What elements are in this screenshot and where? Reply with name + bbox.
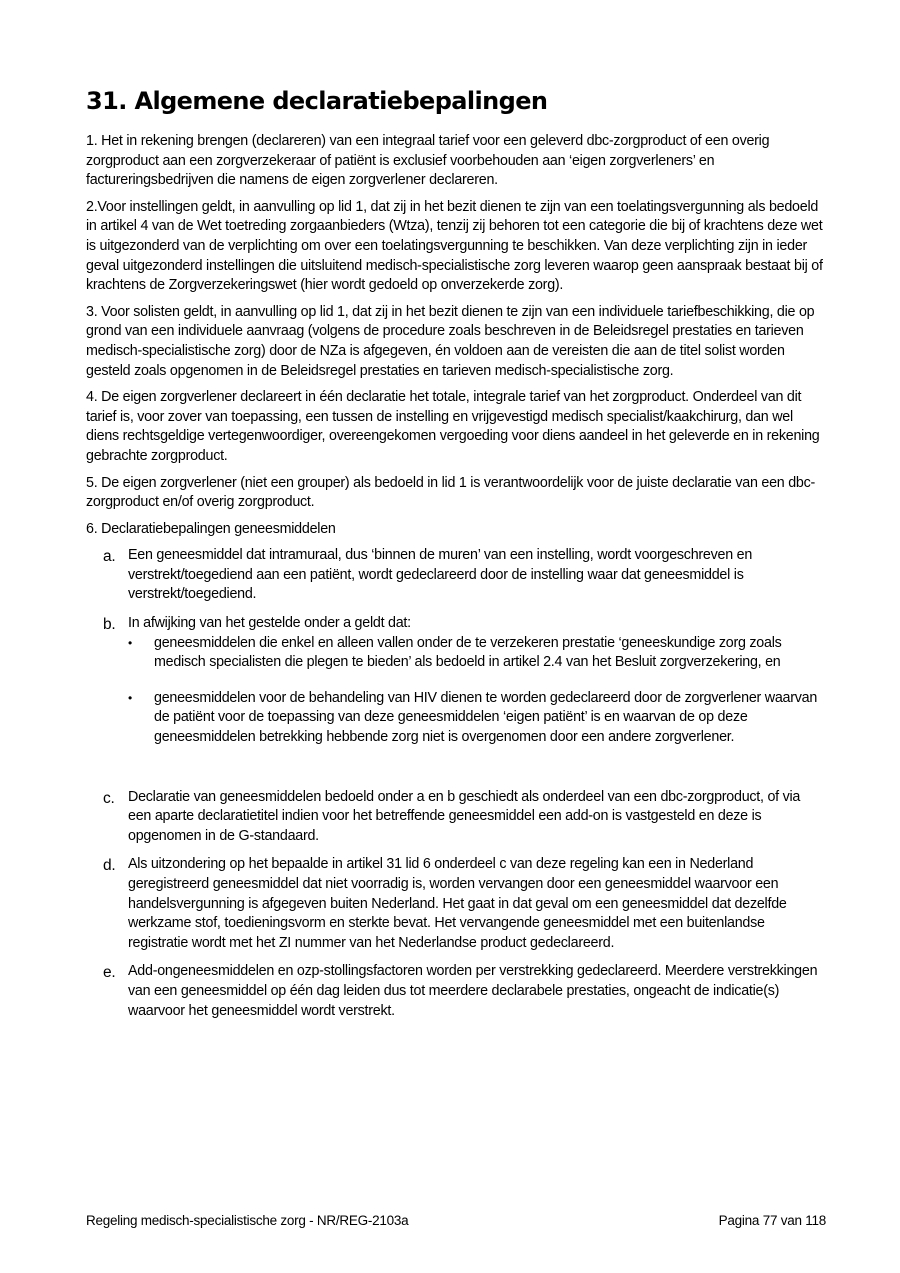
paragraph-5: 5. De eigen zorgverlener (niet een grouper) als bedoeld in lid 1 is verantwoordelijk voor de juiste declaratie van een dbc-zorgproduct en/of overig zorgproduct. [86, 474, 816, 511]
bullet-list [128, 634, 826, 748]
bullet-text: geneesmiddelen die enkel en alleen vallen onder de te verzekeren prestatie ‘geneeskundige zorg zoals medisch specialisten die plegen te bieden’ als bedoeld in artikel 2.4 van het Besluit zorgverzekering, en [154, 634, 782, 671]
list-marker: d. [103, 857, 116, 875]
list-marker: e. [103, 964, 116, 982]
sub-item-b [86, 614, 826, 748]
sub-item-d [86, 855, 826, 953]
sub-item-text: Als uitzondering op het bepaalde in artikel 31 lid 6 onderdeel c van deze regeling kan een in Nederland geregistreerd geneesmiddel dat niet voorradig is, worden vervangen door een geneesmiddel waarvoor een handelsvergunning is afgegeven buiten Nederland. Het gaat in dat geval om een geneesmiddel dat dezelfde werkzame stof, toedieningsvorm en sterkte bevat. Het vervangende geneesmiddel met een buitenlandse registratie wordt met het ZI nummer van het Nederlandse product gedeclareerd. [128, 856, 787, 951]
sub-item-c [86, 788, 826, 847]
page-title: 31. Algemene declaratiebepalingen [86, 87, 548, 115]
paragraph-2: 2.Voor instellingen geldt, in aanvulling op lid 1, dat zij in het bezit dienen te zijn van een toelatingsvergunning als bedoeld in artikel 4 van de Wet toetreding zorgaanbieders (Wtza), tenzij zij behoren tot een categorie die bij of krachtens deze wet is uitgezonderd van de verplichting om over een toelatingsvergunning te beschikken. Van deze verplichting zijn in ieder geval uitgezonderd instellingen die uitsluitend medisch-specialistische zorg leveren waarop geen aanspraak bestaat bij of krachtens de Zorgverzekeringswet (hier wordt gedoeld op onverzekerde zorg). [86, 198, 823, 294]
list-marker: a. [103, 548, 116, 566]
sub-item-text: In afwijking van het gestelde onder a geldt dat: [128, 615, 411, 632]
paragraph-3: 3. Voor solisten geldt, in aanvulling op lid 1, dat zij in het bezit dienen te zijn van een individuele tariefbeschikking, die op grond van een individuele aanvraag (volgens de procedure zoals beschreven in de Beleidsregel prestaties en tarieven medisch-specialistische zorg) door de NZa is afgegeven, én voldoen aan de vereisten die aan de titel solist worden gesteld zoals opgenomen in de Beleidsregel prestaties en tarieven medisch-specialistische zorg. [86, 303, 815, 379]
sub-item-text: Een geneesmiddel dat intramuraal, dus ‘binnen de muren’ van een instelling, wordt voorgeschreven en verstrekt/toegediend aan een patiënt, wordt gedeclareerd door de instelling waar dat geneesmiddel is verstrekt/toegediend. [128, 547, 753, 603]
page-footer [86, 1213, 826, 1228]
sub-item-e [86, 962, 826, 1021]
footer-document-reference: Regeling medisch-specialistische zorg - NR/REG-2103a [86, 1213, 409, 1228]
paragraph-6-heading: 6. Declaratiebepalingen geneesmiddelen [86, 520, 336, 537]
sub-item-text: Add-ongeneesmiddelen en ozp-stollingsfactoren worden per verstrekking gedeclareerd. Meerdere verstrekkingen van een geneesmiddel op één dag leiden dus tot meerdere declarabele prestaties, ongeacht de indicatie(s) waarvoor het geneesmiddel wordt verstrekt. [128, 963, 818, 1019]
list-marker: b. [103, 616, 116, 634]
bullet-icon: • [128, 690, 132, 705]
sub-item-list [86, 546, 826, 1021]
document-page [86, 86, 826, 1030]
paragraph-1: 1. Het in rekening brengen (declareren) van een integraal tarief voor een geleverd dbc-zorgproduct of een overig zorgproduct aan een zorgverzekeraar of patiënt is exclusief voorbehouden aan ‘eigen zorgverleners’ en factureringsbedrijven die namens de eigen zorgverlener declareren. [86, 133, 770, 189]
paragraph-4: 4. De eigen zorgverlener declareert in één declaratie het totale, integrale tarief van het zorgproduct. Onderdeel van dit tarief is, voor zover van toepassing, een tussen de instelling en vrijgevestigd medisch specialist/kaakchirurg, dan wel diens rechtsgeldige vertegenwoordiger, overeengekomen vergoeding voor diens aandeel in het geleverde en in rekening gebrachte zorgproduct. [86, 389, 820, 464]
bullet-item [128, 634, 826, 673]
bullet-item [128, 689, 826, 748]
sub-item-text: Declaratie van geneesmiddelen bedoeld onder a en b geschiedt als onderdeel van een dbc-zorgproduct, of via een aparte declaratietitel indien voor het betreffende geneesmiddel een add-on is vastgesteld en deze is opgenomen in de G-standaard. [128, 788, 801, 844]
list-marker: c. [103, 789, 115, 807]
sub-item-a [86, 546, 826, 605]
footer-page-number: Pagina 77 van 118 [718, 1213, 826, 1228]
bullet-text: geneesmiddelen voor de behandeling van HIV dienen te worden gedeclareerd door de zorgverlener waarvan de patiënt voor de toepassing van deze geneesmiddelen ‘eigen patiënt’ is en waarvan de op deze geneesmiddelen betrekking hebbende zorg niet is overgenomen door een andere zorgverlener. [154, 689, 818, 746]
bullet-icon: • [128, 635, 132, 650]
